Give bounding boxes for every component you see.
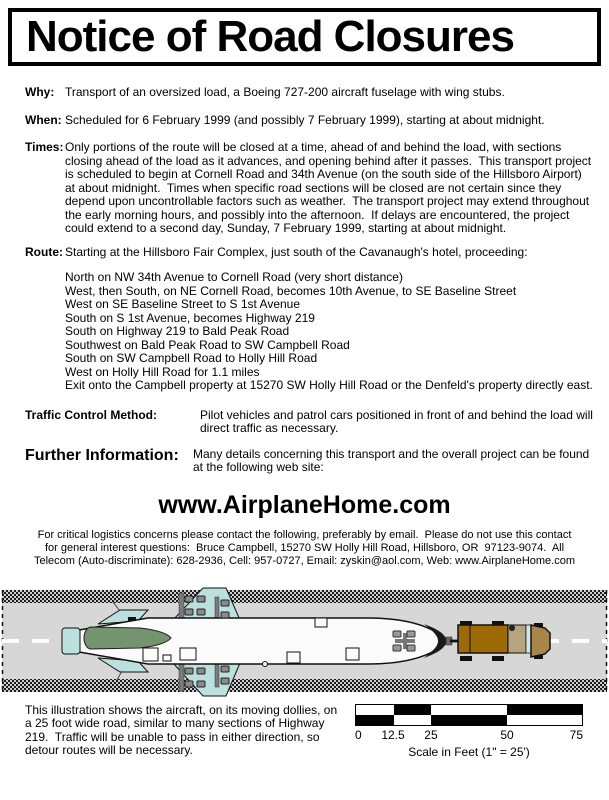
route-step: West, then South, on NE Cornell Road, becomes 10th Avenue, to SE Baseline Street <box>65 283 517 298</box>
contact-block <box>0 529 609 568</box>
truck-rear <box>458 625 508 653</box>
why-label: Why: <box>25 85 55 99</box>
section-when <box>0 114 609 128</box>
when-label: When: <box>25 112 62 127</box>
route-step: Southwest on Bald Peak Road to SW Campbell Road <box>65 337 350 352</box>
truck-exhaust <box>509 625 515 631</box>
truck-cab <box>531 625 550 657</box>
footer <box>0 700 609 759</box>
route-step: South on Highway 219 to Bald Peak Road <box>65 324 290 338</box>
scale-tick: 75 <box>569 727 583 742</box>
route-step: South on S 1st Avenue, becomes Highway 219 <box>65 310 315 325</box>
nose-dolly <box>393 631 415 651</box>
why-text: Transport of an oversized load, a Boeing 727-200 aircraft fuselage with wing stubs. <box>65 85 505 99</box>
further-information-text: Many details concerning this transport and the overall project can be found at the following web site: <box>193 446 593 474</box>
section-traffic-control <box>0 409 609 436</box>
aircraft-road-illustration <box>0 584 609 700</box>
contact-line: Telecom (Auto-discriminate): 628-2936, Cell: 957-0727, Email: zyskin@aol.com, Web: www.AirplaneHome.com <box>33 554 575 567</box>
scale-tick: 50 <box>500 727 514 742</box>
road-shoulder-top <box>2 590 607 603</box>
scale-caption: Scale in Feet (1" = 25') <box>408 744 530 759</box>
route-step: South on SW Campbell Road to Holly Hill Road <box>65 351 318 365</box>
route-step: North on NW 34th Avenue to Cornell Road (very short distance) <box>65 270 403 284</box>
traffic-control-text: Pilot vehicles and patrol cars positioned in front of and behind the load will direct traffic as necessary. <box>200 407 597 435</box>
scale-bar <box>355 704 583 759</box>
section-route <box>0 246 609 393</box>
route-label: Route: <box>25 244 63 259</box>
route-step: Exit onto the Campbell property at 15270 SW Holly Hill Road or the Denfeld's property directly east. <box>65 378 593 392</box>
route-step: West on SE Baseline Street to S 1st Avenue <box>65 297 301 311</box>
when-text: Scheduled for 6 February 1999 (and possibly 7 February 1999), starting at about midnight. <box>65 112 545 127</box>
contact-line: for general interest questions: Bruce Campbell, 15270 SW Holly Hill Road, Hillsboro, OR 97123-9074. All <box>44 541 565 554</box>
times-text: Only portions of the route will be closed at a time, ahead of and behind the load, with sections closing ahead of the load as it advances, and opening behind after it passes. This transport project is scheduled to begin at Cornell Road and 34th Avenue (on the south side of the Hillsboro Airport) at about midnight. Times when specific road sections will be closed are not certain since they depend upon uncontrollable factors such as weather. The transport project may extend throughout the early morning hours, and possibly into the afternoon. If delays are encountered, the project could extend to a second day, Sunday, 7 February 1999, starting at about midnight. <box>65 140 595 235</box>
fuselage-mark <box>128 617 136 621</box>
route-step-list <box>65 271 595 393</box>
route-intro: Starting at the Hillsboro Fair Complex, just south of the Cavanaugh's hotel, proceeding: <box>65 244 528 259</box>
section-further-information <box>0 448 609 475</box>
contact-line: For critical logistics concerns please contact the following, preferably by email. Please do not use this contact <box>37 528 572 541</box>
tail-cone <box>62 628 80 654</box>
website-url: www.AirplaneHome.com <box>158 490 451 519</box>
section-why <box>0 86 609 100</box>
road-shoulder-bottom <box>2 679 607 692</box>
page-title: Notice of Road Closures <box>26 12 514 61</box>
scale-tick: 0 <box>355 727 362 742</box>
further-information-label: Further Information: <box>25 446 179 464</box>
scale-tick: 25 <box>424 727 438 742</box>
fuselage-bump <box>263 661 268 666</box>
traffic-control-label: Traffic Control Method: <box>25 407 157 422</box>
route-step: West on Holly Hill Road for 1.1 miles <box>65 364 260 379</box>
scale-tick: 12.5 <box>381 727 405 742</box>
section-times <box>0 141 609 236</box>
scale-bar-graphic <box>355 704 583 726</box>
title-banner <box>8 8 601 66</box>
times-label: Times: <box>25 140 64 154</box>
illustration-caption: This illustration shows the aircraft, on its moving dollies, on a 25 foot wide road, similar to many sections of Highway 219. Traffic will be unable to pass in either direction, so detour routes will be necessary. <box>25 702 341 757</box>
scale-tick-labels <box>355 728 583 742</box>
